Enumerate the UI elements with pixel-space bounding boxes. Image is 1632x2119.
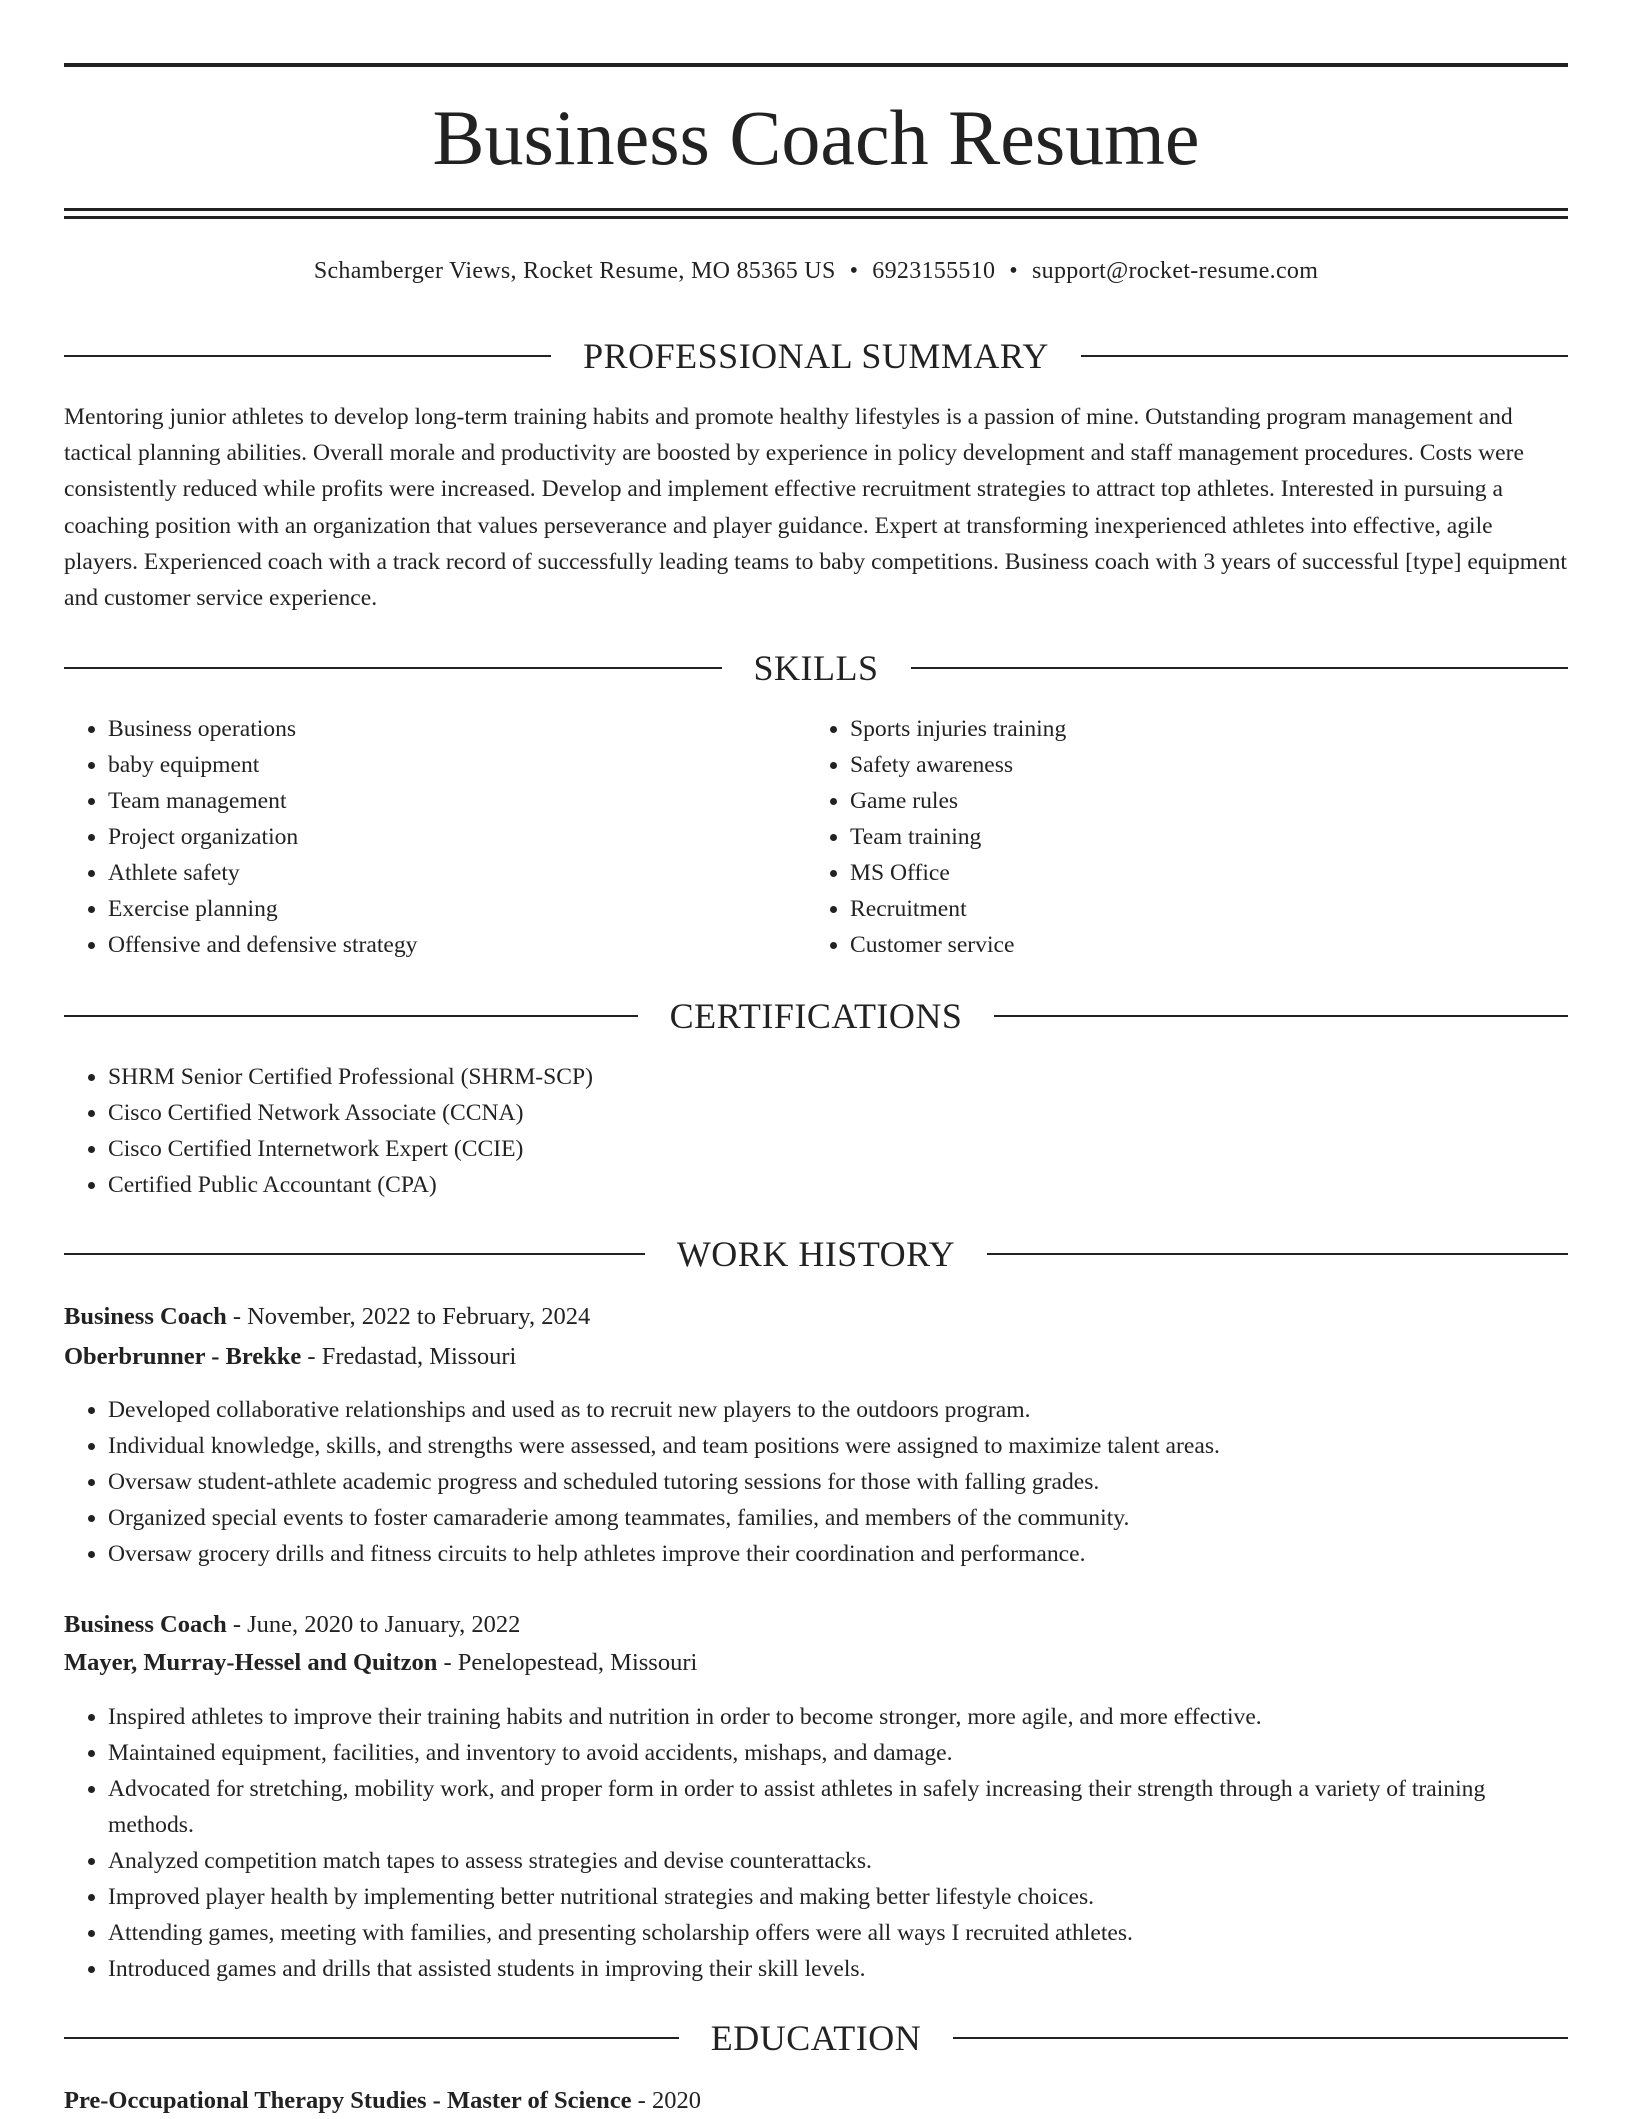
work-history-heading bbox=[64, 1232, 1568, 1276]
heading-rule bbox=[987, 1253, 1568, 1255]
skill-item: • Team training bbox=[850, 819, 1590, 855]
contact-separator: • bbox=[849, 258, 859, 284]
job-bullet: • Advocated for stretching, mobility work, and proper form in order to assist athletes in safely increasing their strength through a variety of training methods. bbox=[108, 1771, 1568, 1843]
section-title: CERTIFICATIONS bbox=[669, 996, 963, 1036]
job-bullet: • Developed collaborative relationships and used as to recruit new players to the outdoors program. bbox=[108, 1392, 1568, 1428]
certification-item: • Cisco Certified Internetwork Expert (CCIE) bbox=[108, 1131, 1568, 1167]
job-bullet: • Attending games, meeting with families, and presenting scholarship offers were all ways I recruited athletes. bbox=[108, 1915, 1568, 1951]
job-company-line bbox=[64, 1339, 1568, 1375]
job-title: Business Coach bbox=[64, 1611, 227, 1638]
title-rule-lower bbox=[64, 216, 1568, 219]
heading-rule bbox=[64, 667, 722, 669]
job-bullets bbox=[64, 1392, 1568, 1572]
section-title: EDUCATION bbox=[710, 2018, 922, 2058]
heading-rule bbox=[994, 1015, 1568, 1017]
skills-list-right bbox=[806, 711, 1590, 963]
skill-item: • MS Office bbox=[850, 855, 1590, 891]
skill-item: • Sports injuries training bbox=[850, 711, 1590, 747]
heading-rule bbox=[953, 2037, 1568, 2039]
job-bullet: • Inspired athletes to improve their training habits and nutrition in order to become stronger, more agile, and more effective. bbox=[108, 1699, 1568, 1735]
top-rule bbox=[64, 63, 1568, 67]
job-title-line bbox=[64, 1607, 1568, 1643]
section-title: WORK HISTORY bbox=[676, 1234, 956, 1274]
job-bullet: • Oversaw grocery drills and fitness circuits to help athletes improve their coordination and performance. bbox=[108, 1536, 1568, 1572]
education-degree: Pre-Occupational Therapy Studies - Master of Science bbox=[64, 2087, 632, 2114]
job-bullets bbox=[64, 1699, 1568, 1987]
summary-text: Mentoring junior athletes to develop long-term training habits and promote healthy lifestyles is a passion of mine. Outstanding program management and tactical planning abilities. Overall morale and productivity are boosted by experience in policy development and staff management procedures. Costs were consistently reduced while profits were increased. Develop and implement effective recruitment strategies to attract top athletes. Interested in pursuing a coaching position with an organization that values perseverance and player guidance. Expert at transforming inexperienced athletes into effective, agile players. Experienced coach with a track record of successfully leading teams to baby competitions. Business coach with 3 years of successful [type] equipment and customer service experience. bbox=[64, 404, 1567, 612]
job-bullet: • Analyzed competition match tapes to assess strategies and devise counterattacks. bbox=[108, 1843, 1568, 1879]
job-location: - Penelopestead, Missouri bbox=[437, 1649, 698, 1676]
contact-separator: • bbox=[1009, 258, 1018, 284]
resume-title: Business Coach Resume bbox=[432, 94, 1200, 181]
skill-item: • Team management bbox=[108, 783, 808, 819]
skills-list-left bbox=[64, 711, 808, 963]
heading-rule bbox=[64, 2037, 679, 2039]
certifications-list bbox=[64, 1059, 1568, 1203]
skill-item: • Game rules bbox=[850, 783, 1590, 819]
skill-item: • Offensive and defensive strategy bbox=[108, 927, 808, 963]
certifications-heading bbox=[64, 994, 1568, 1038]
job-dates: - June, 2020 to January, 2022 bbox=[226, 1611, 521, 1638]
skill-item: • Customer service bbox=[850, 927, 1590, 963]
job-bullet: • Oversaw student-athlete academic progress and scheduled tutoring sessions for those with falling grades. bbox=[108, 1464, 1568, 1500]
job-bullet: • Maintained equipment, facilities, and inventory to avoid accidents, mishaps, and damage. bbox=[108, 1735, 1568, 1771]
heading-rule bbox=[64, 1253, 645, 1255]
skills-heading bbox=[64, 646, 1568, 690]
certification-item: • SHRM Senior Certified Professional (SHRM-SCP) bbox=[108, 1059, 1568, 1095]
skill-item: • Safety awareness bbox=[850, 747, 1590, 783]
education-year: - 2020 bbox=[631, 2087, 701, 2114]
contact-email: support@rocket-resume.com bbox=[1032, 258, 1319, 284]
contact-line bbox=[64, 254, 1568, 288]
title-rule-upper bbox=[64, 208, 1568, 211]
certification-item: • Certified Public Accountant (CPA) bbox=[108, 1167, 1568, 1203]
job-bullet: • Introduced games and drills that assisted students in improving their skill levels. bbox=[108, 1951, 1568, 1987]
heading-rule bbox=[911, 667, 1569, 669]
job-location: - Fredastad, Missouri bbox=[301, 1343, 517, 1370]
education-entry bbox=[64, 2083, 1568, 2119]
heading-rule bbox=[64, 1015, 638, 1017]
skill-item: • Business operations bbox=[108, 711, 808, 747]
heading-rule bbox=[1081, 355, 1568, 357]
job-bullet: • Improved player health by implementing better nutritional strategies and making better lifestyle choices. bbox=[108, 1879, 1568, 1915]
skill-item: • baby equipment bbox=[108, 747, 808, 783]
skill-item: • Recruitment bbox=[850, 891, 1590, 927]
job-company-line bbox=[64, 1645, 1568, 1681]
job-company: Oberbrunner - Brekke bbox=[64, 1343, 302, 1370]
section-title: SKILLS bbox=[753, 648, 879, 688]
certification-item: • Cisco Certified Network Associate (CCNA) bbox=[108, 1095, 1568, 1131]
section-title: PROFESSIONAL SUMMARY bbox=[583, 336, 1049, 376]
skill-item: • Exercise planning bbox=[108, 891, 808, 927]
contact-address: Schamberger Views, Rocket Resume, MO 85365 US bbox=[313, 258, 836, 284]
heading-rule bbox=[64, 355, 551, 357]
education-heading bbox=[64, 2016, 1568, 2060]
skill-item: • Project organization bbox=[108, 819, 808, 855]
job-bullet: • Individual knowledge, skills, and strengths were assessed, and team positions were assigned to maximize talent areas. bbox=[108, 1428, 1568, 1464]
job-dates: - November, 2022 to February, 2024 bbox=[226, 1303, 591, 1330]
job-title-line bbox=[64, 1299, 1568, 1335]
skill-item: • Athlete safety bbox=[108, 855, 808, 891]
contact-phone: 6923155510 bbox=[872, 258, 996, 284]
summary-heading bbox=[64, 334, 1568, 378]
job-company: Mayer, Murray-Hessel and Quitzon bbox=[64, 1649, 438, 1676]
job-title: Business Coach bbox=[64, 1303, 227, 1330]
job-bullet: • Organized special events to foster camaraderie among teammates, families, and members of the community. bbox=[108, 1500, 1568, 1536]
